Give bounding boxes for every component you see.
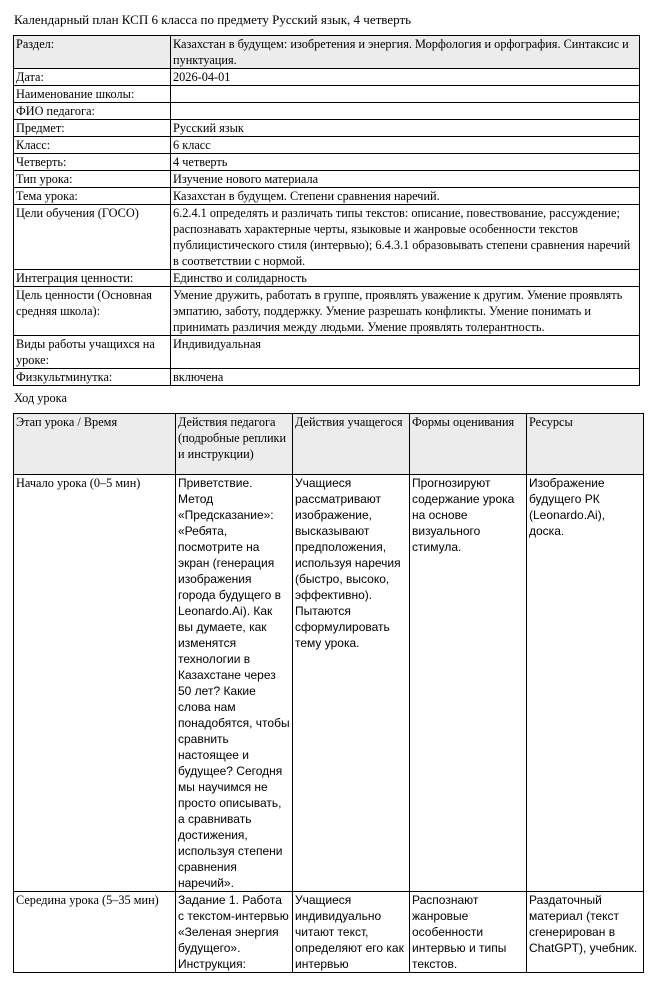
student-actions-cell: Учащиеся рассматривают изображение, высказывают предположения, используя наречия (быстро, высоко, эффективно). Пытаются сформулировать тему урока. <box>293 475 410 892</box>
info-row-value-goal <box>14 287 640 336</box>
info-value: 4 четверть <box>171 154 640 171</box>
header-resources: Ресурсы <box>527 414 644 475</box>
info-key: Цель ценности (Основная средняя школа): <box>14 287 171 336</box>
lesson-progress-heading: Ход урока <box>14 391 67 405</box>
student-actions-cell: Учащиеся индивидуально читают текст, определяют его как интервью <box>293 892 410 973</box>
info-key: Виды работы учащихся на уроке: <box>14 336 171 369</box>
info-value: 6 класс <box>171 137 640 154</box>
info-row-section <box>14 36 640 69</box>
info-row-work-types <box>14 336 640 369</box>
info-row-value-integration <box>14 270 640 287</box>
info-value: Казахстан в будущем. Степени сравнения наречий. <box>171 188 640 205</box>
info-key: Предмет: <box>14 120 171 137</box>
info-row-goals <box>14 205 640 270</box>
info-row-topic <box>14 188 640 205</box>
info-value: 2026-04-01 <box>171 69 640 86</box>
info-row-date <box>14 69 640 86</box>
header-student-actions: Действия учащегося <box>293 414 410 475</box>
info-key: Цели обучения (ГОСО) <box>14 205 171 270</box>
header-teacher-actions: Действия педагога (подробные реплики и инструкции) <box>176 414 293 475</box>
info-key: Тип урока: <box>14 171 171 188</box>
info-value <box>171 103 640 120</box>
teacher-actions-cell: Задание 1. Работа с текстом-интервью «Зеленая энергия будущего». Инструкция: <box>176 892 293 973</box>
info-row-school <box>14 86 640 103</box>
assessment-cell: Прогнозируют содержание урока на основе визуального стимула. <box>410 475 527 892</box>
info-key: Четверть: <box>14 154 171 171</box>
info-row-physical-break <box>14 369 640 386</box>
assessment-cell: Распознают жанровые особенности интервью и типы текстов. <box>410 892 527 973</box>
info-row-subject <box>14 120 640 137</box>
info-key: Физкультминутка: <box>14 369 171 386</box>
info-key: Дата: <box>14 69 171 86</box>
lesson-plan-table <box>13 413 644 973</box>
resources-cell: Изображение будущего РК (Leonardo.Ai), доска. <box>527 475 644 892</box>
info-value: Умение дружить, работать в группе, проявлять уважение к другим. Умение проявлять эмпатию, заботу, поддержку. Умение разрешать конфликты. Умение понимать и принимать различия между людьми. Умение проявлять толерантность. <box>171 287 640 336</box>
stage-cell: Середина урока (5–35 мин) <box>14 892 176 973</box>
info-key: Раздел: <box>14 36 171 69</box>
info-row-teacher <box>14 103 640 120</box>
info-key: ФИО педагога: <box>14 103 171 120</box>
plan-row-start <box>14 475 644 892</box>
info-value: включена <box>171 369 640 386</box>
info-key: Тема урока: <box>14 188 171 205</box>
teacher-actions-cell: Приветствие. Метод «Предсказание»: «Ребята, посмотрите на экран (генерация изображения города будущего в Leonardo.Ai). Как вы думаете, как изменятся технологии в Казахстане через 50 лет? Какие слова нам понадобятся, чтобы сравнить настоящее и будущее? Сегодня мы научимся не просто описывать, а сравнивать достижения, используя степени сравнения наречий». <box>176 475 293 892</box>
info-value: Индивидуальная <box>171 336 640 369</box>
plan-row-middle <box>14 892 644 973</box>
info-value: Единство и солидарность <box>171 270 640 287</box>
header-assessment: Формы оценивания <box>410 414 527 475</box>
info-key: Интеграция ценности: <box>14 270 171 287</box>
plan-header-row <box>14 414 644 475</box>
info-value: Казахстан в будущем: изобретения и энергия. Морфология и орфография. Синтаксис и пунктуация. <box>171 36 640 69</box>
info-value <box>171 86 640 103</box>
info-key: Наименование школы: <box>14 86 171 103</box>
info-row-class <box>14 137 640 154</box>
info-key: Класс: <box>14 137 171 154</box>
info-value: Изучение нового материала <box>171 171 640 188</box>
resources-cell: Раздаточный материал (текст сгенерирован в ChatGPT), учебник. <box>527 892 644 973</box>
header-stage: Этап урока / Время <box>14 414 176 475</box>
stage-cell: Начало урока (0–5 мин) <box>14 475 176 892</box>
page-title: Календарный план КСП 6 класса по предмету Русский язык, 4 четверть <box>14 12 412 27</box>
info-value: Русский язык <box>171 120 640 137</box>
info-row-lesson-type <box>14 171 640 188</box>
info-value: 6.2.4.1 определять и различать типы текстов: описание, повествование, рассуждение; распознавать характерные черты, языковые и жанровые особенности текстов публицистического стиля (интервью); 6.4.3.1 образовывать степени сравнения наречий в соответствии с нормой. <box>171 205 640 270</box>
lesson-info-table <box>13 35 640 386</box>
info-row-quarter <box>14 154 640 171</box>
